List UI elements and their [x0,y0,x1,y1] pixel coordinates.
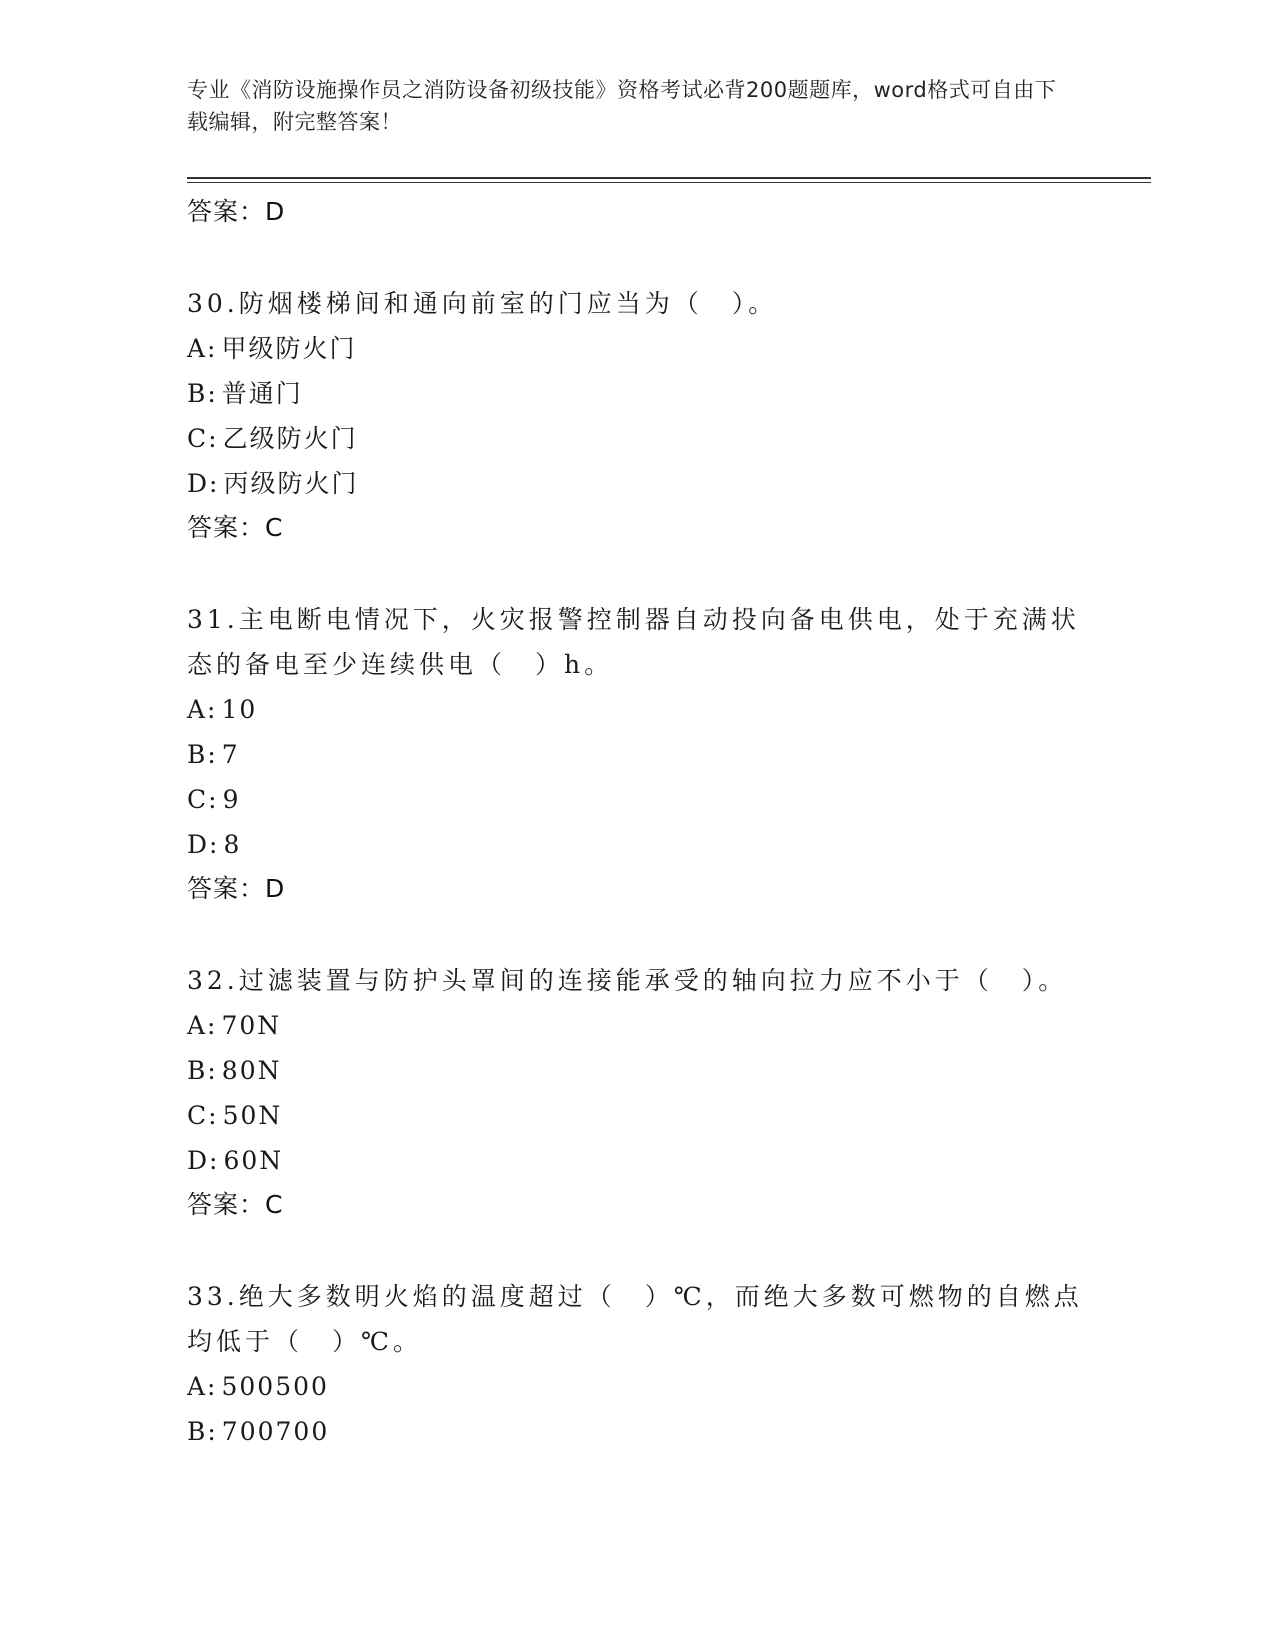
option-letter: B: [187,1056,218,1085]
option-letter: D: [187,1146,220,1175]
question-text: 32.过滤装置与防护头罩间的连接能承受的轴向拉力应不小于（ ）。 [187,966,1068,995]
option-text: 普通门 [221,379,303,408]
option-text: 70N [221,1011,282,1040]
option-letter: C: [187,1101,219,1130]
answer-option [187,461,1087,506]
option-text: 丙级防火门 [223,469,359,498]
option-letter: C: [187,785,219,814]
answer-option [187,371,1087,416]
answer-option [187,822,1087,867]
option-letter: C: [187,424,219,453]
option-text: 乙级防火门 [222,424,358,453]
option-letter: D: [187,830,220,859]
header-divider-thin [187,182,1151,183]
answer-option [187,1093,1087,1138]
answer-line: 答案：C [187,513,284,542]
answer-line: 答案：D [187,874,286,903]
option-letter: D: [187,469,220,498]
block-spacer [187,1227,1087,1274]
answer-option [187,732,1087,777]
block-spacer [187,550,1087,597]
option-letter: B: [187,1417,218,1446]
block-spacer [187,911,1087,958]
answer-option [187,416,1087,461]
answer-option [187,1364,1087,1409]
question-text: 33.绝大多数明火焰的温度超过（ ）℃，而绝大多数可燃物的自燃点均低于（ ）℃。 [187,1282,1083,1356]
option-text: 700700 [221,1417,330,1446]
option-letter: A: [187,695,218,724]
block-spacer [187,234,1087,281]
option-text: 甲级防火门 [221,334,357,363]
answer-option [187,1409,1087,1454]
answer-option [187,1048,1087,1093]
question-text: 30.防烟楼梯间和通向前室的门应当为（ ）。 [187,289,778,318]
option-text: 60N [223,1146,284,1175]
answer-option [187,1003,1087,1048]
answer-option [187,777,1087,822]
answer-line: 答案：C [187,1190,284,1219]
answer-option [187,1138,1087,1183]
option-text: 10 [221,695,258,724]
option-text: 80N [221,1056,282,1085]
option-text: 50N [222,1101,283,1130]
option-letter: B: [187,379,218,408]
page-header: 专业《消防设施操作员之消防设备初级技能》资格考试必背200题题库，word格式可自由下载编辑，附完整答案！ [187,78,1057,134]
option-letter: A: [187,1372,218,1401]
option-letter: A: [187,1011,218,1040]
answer-line: 答案：D [187,197,286,226]
answer-option [187,326,1087,371]
option-text: 7 [221,740,240,769]
question-list [187,190,1087,1454]
question-text: 31.主电断电情况下，火灾报警控制器自动投向备电供电，处于充满状态的备电至少连续供电（ ）h。 [187,605,1080,679]
option-letter: B: [187,740,218,769]
option-text: 500500 [221,1372,329,1401]
option-text: 9 [222,785,241,814]
option-letter: A: [187,334,218,363]
option-text: 8 [223,830,242,859]
header-divider-thick [187,177,1151,179]
answer-option [187,687,1087,732]
